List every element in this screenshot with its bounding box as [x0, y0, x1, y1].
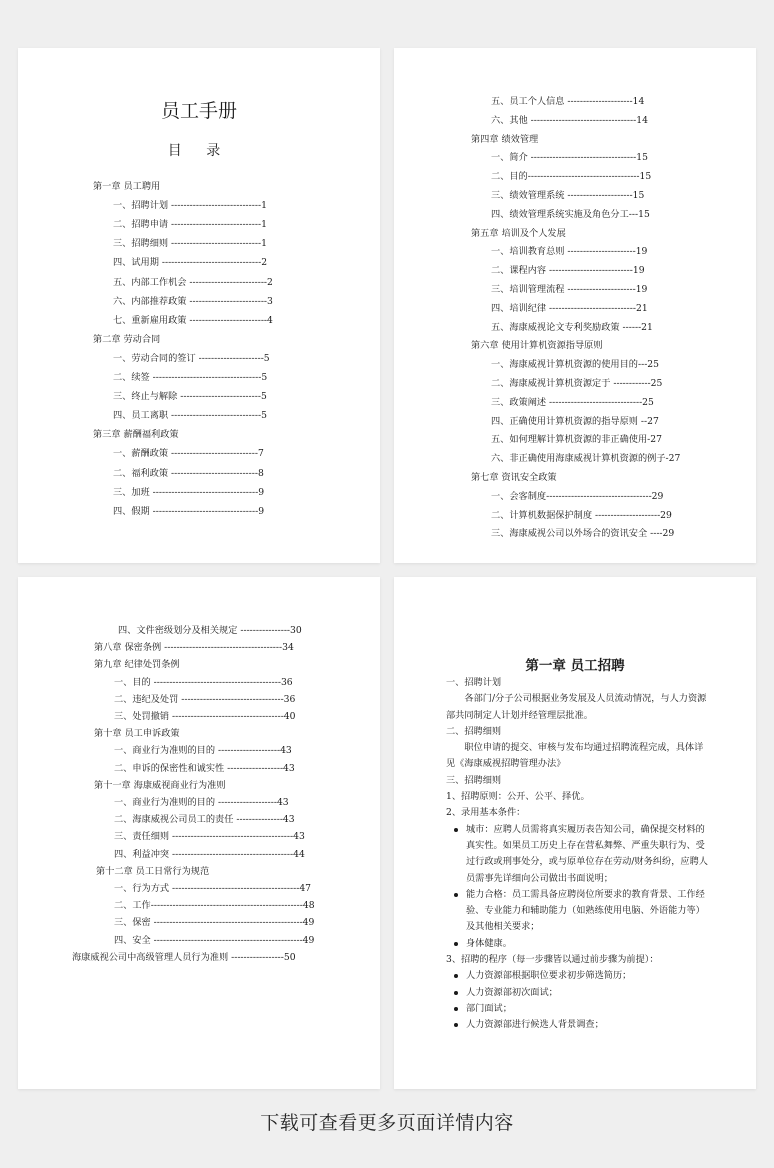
toc-entry: 五、内部工作机会 -------------------------2 [113, 276, 273, 288]
document-page-2 [394, 48, 756, 563]
toc-entry: 一、招聘计划 -----------------------------1 [113, 200, 267, 212]
toc-entry: 二、招聘申请 -----------------------------1 [113, 219, 267, 231]
toc-entry: 三、绩效管理系统 ---------------------15 [491, 190, 645, 201]
toc-entry: 五、海康威视论文专利奖励政策 ------21 [491, 321, 653, 333]
document-page-3 [18, 577, 380, 1089]
toc-entry: 三、加班 ----------------------------------9 [113, 486, 265, 498]
document-page-1 [18, 48, 380, 563]
toc-entry: 四、正确使用计算机资源的指导原则 --27 [491, 415, 659, 427]
toc-entry: 四、假期 ----------------------------------9 [113, 505, 265, 517]
toc-entry: 二、福利政策 ----------------------------8 [113, 467, 264, 479]
toc-entry: 一、薪酬政策 ----------------------------7 [113, 448, 264, 460]
section-heading: 二、招聘细则 [446, 725, 502, 737]
rule-item: 2、录用基本条件： [446, 807, 526, 819]
bullet-item: 部门面试； [446, 1001, 708, 1017]
handbook-title: 员工手册 [160, 100, 237, 122]
toc-chapter: 第七章 资讯安全政策 [471, 472, 557, 483]
toc-entry: 二、课程内容 ---------------------------19 [491, 265, 645, 277]
paragraph: 各部门/分子公司根据业务发展及人员流动情况，与人力资源部共同制定人计划并经管理层批准。 [446, 693, 707, 721]
toc-entry: 六、非正确使用海康威视计算机资源的例子-27 [491, 453, 681, 465]
section-heading: 一、招聘计划 [446, 677, 502, 688]
toc-heading: 目 录 [167, 143, 231, 159]
toc-entry: 二、续签 -----------------------------------5 [113, 372, 268, 383]
toc-entry: 一、目的 -----------------------------------------36 [114, 676, 293, 688]
toc-entry: 三、处罚撤销 ------------------------------------40 [114, 711, 296, 722]
download-prompt[interactable]: 下载可查看更多页面详情内容 [260, 1112, 514, 1134]
toc-entry: 六、内部推荐政策 -------------------------3 [113, 295, 273, 307]
toc-entry: 四、员工离职 -----------------------------5 [113, 410, 267, 422]
toc-entry: 一、商业行为准则的目的 --------------------43 [114, 745, 292, 757]
toc-entry: 一、培训教育总则 ----------------------19 [491, 246, 648, 258]
toc-entry: 六、其他 ----------------------------------14 [491, 114, 648, 126]
toc-chapter: 第十一章 海康威视商业行为准则 [94, 779, 226, 791]
toc-entry: 二、工作-------------------------------------------------48 [114, 900, 315, 912]
toc-chapter: 第二章 劳动合同 [93, 333, 161, 345]
chapter-title: 第一章 员工招聘 [525, 658, 625, 674]
bullet-item: 人力资源部根据职位要求初步筛选简历； [446, 968, 708, 984]
toc-entry: 一、海康威视计算机资源的使用目的---25 [491, 359, 660, 371]
toc-entry: 五、员工个人信息 ---------------------14 [491, 96, 645, 107]
toc-entry: 四、绩效管理系统实施及角色分工---15 [491, 208, 650, 220]
chapter-body [446, 675, 708, 1034]
toc-entry: 四、文件密级划分及相关规定 ----------------30 [118, 625, 302, 636]
toc-entry: 一、商业行为准则的目的 -------------------43 [114, 797, 289, 808]
section-heading: 三、招聘细则 [446, 774, 502, 786]
toc-entry: 二、目的------------------------------------15 [491, 171, 652, 183]
toc-entry: 四、利益冲突 ---------------------------------------44 [114, 848, 305, 860]
bullet-item: 人力资源部进行候选人背景调查； [446, 1017, 708, 1033]
toc-entry: 一、劳动合同的签订 ---------------------5 [113, 352, 270, 364]
rule-item: 3、招聘的程序（每一步骤皆以通过前步骤为前提）： [446, 954, 659, 966]
toc-entry: 七、重新雇用政策 -------------------------4 [113, 314, 273, 326]
toc-entry: 二、违纪及处罚 ---------------------------------36 [114, 693, 296, 705]
toc-chapter: 第十二章 员工日常行为规范 [96, 865, 210, 877]
toc-entry: 二、海康威视公司员工的责任 ---------------43 [114, 814, 295, 826]
bullet-item: 身体健康。 [446, 936, 708, 952]
toc-entry: 二、海康威视计算机资源定于 ------------25 [491, 378, 663, 389]
toc-entry: 三、政策阐述 ------------------------------25 [491, 396, 654, 408]
toc-entry: 二、计算机数据保护制度 ---------------------29 [491, 509, 672, 521]
toc-entry: 一、简介 ----------------------------------15 [491, 152, 648, 164]
toc-chapter: 第一章 员工聘用 [93, 181, 161, 192]
toc-entry: 五、如何理解计算机资源的非正确使用-27 [491, 434, 662, 446]
toc-entry: 四、培训纪律 ----------------------------21 [491, 302, 648, 314]
toc-entry: 三、海康威视公司以外场合的资讯安全 ----29 [491, 528, 675, 540]
bullet-item: 人力资源部初次面试； [446, 985, 708, 1001]
toc-chapter: 第四章 绩效管理 [471, 133, 539, 145]
toc-entry: 海康威视公司中高级管理人员行为准则 -----------------50 [72, 951, 296, 963]
toc-entry: 三、终止与解除 --------------------------5 [113, 391, 267, 403]
toc-entry: 一、会客制度----------------------------------29 [491, 490, 664, 502]
toc-entry: 一、行为方式 -----------------------------------------47 [114, 883, 312, 894]
toc-chapter: 第五章 培训及个人发展 [471, 227, 566, 239]
toc-chapter: 第十章 员工申诉政策 [94, 728, 180, 740]
toc-entry: 三、招聘细则 -----------------------------1 [113, 238, 267, 250]
rule-item: 1、招聘原则：公开、公平、择优。 [446, 791, 590, 803]
toc-entry: 四、试用期 --------------------------------2 [113, 257, 268, 269]
toc-chapter: 第三章 薪酬福利政策 [93, 429, 179, 441]
toc-entry: 三、保密 ------------------------------------------------49 [114, 917, 315, 929]
toc-entry: 三、责任细则 ---------------------------------------43 [114, 831, 305, 843]
toc-chapter: 第六章 使用计算机资源指导原则 [471, 340, 603, 352]
paragraph: 职位申请的提交、审核与发布均通过招聘流程完成，具体详见《海康威视招聘管理办法》 [446, 742, 704, 770]
document-page-4 [394, 577, 756, 1089]
toc-entry: 三、培训管理流程 ----------------------19 [491, 284, 648, 295]
toc-entry: 第八章 保密条例 --------------------------------------34 [94, 642, 294, 654]
bullet-item: 能力合格：员工需具备应聘岗位所要求的教育背景、工作经验、专业能力和辅助能力（如熟练使用电脑、外语能力等）及其他相关要求； [446, 887, 708, 936]
toc-chapter: 第九章 纪律处罚条例 [94, 659, 180, 671]
bullet-item: 城市：应聘人员需将真实履历表告知公司，确保提交材料的真实性。如果员工历史上存在营私舞弊、严重失职行为、受过行政或刑事处分，或与原单位存在劳动/财务纠纷，应聘人员需事先详细向公司做出书面说明； [446, 822, 708, 887]
toc-entry: 四、安全 ------------------------------------------------49 [114, 934, 315, 946]
toc-entry: 二、申诉的保密性和诚实性 ------------------43 [114, 762, 295, 774]
